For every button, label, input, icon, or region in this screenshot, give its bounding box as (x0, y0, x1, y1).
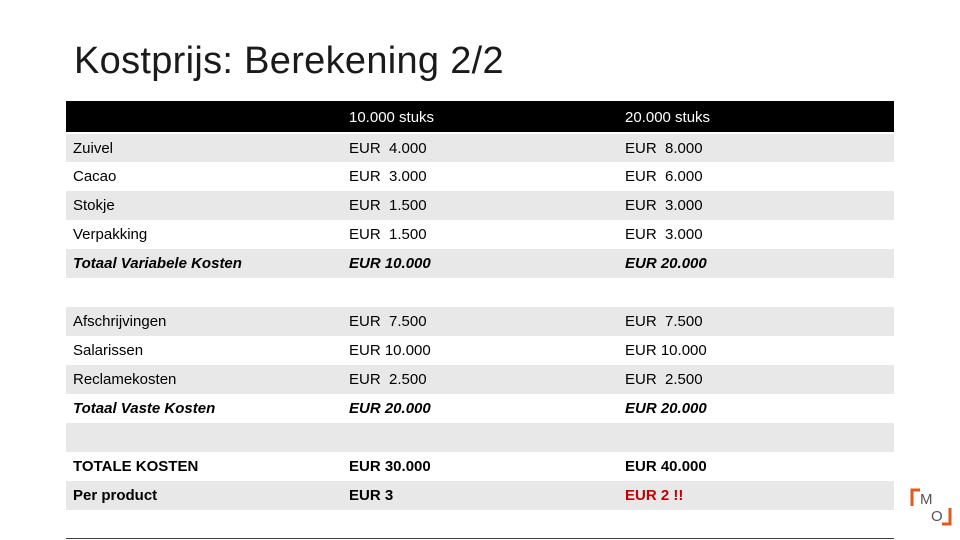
value-20000-stuks: EUR 40.000 (625, 458, 707, 475)
table-row (66, 336, 894, 365)
bottom-divider (66, 538, 894, 539)
table-row (66, 481, 894, 510)
value-20000-stuks (618, 278, 894, 307)
logo-letter-m: M (920, 491, 933, 508)
value-10000-stuks: EUR 4.000 (349, 139, 427, 157)
value-20000-stuks: EUR 2.500 (625, 371, 703, 388)
header-20000-stuks: 20.000 stuks (618, 102, 894, 133)
table-row (66, 162, 894, 191)
value-20000-stuks: EUR 20.000 (625, 255, 707, 272)
slide-title: Kostprijs: Berekening 2/2 (74, 40, 504, 82)
row-label: Totaal Variabele Kosten (73, 255, 242, 272)
value-10000-stuks: EUR 1.500 (349, 197, 427, 214)
row-label: Salarissen (73, 342, 144, 359)
row-label: TOTALE KOSTEN (73, 458, 199, 475)
value-20000-stuks: EUR 7.500 (625, 313, 703, 330)
header-label-cell (66, 102, 342, 133)
value-10000-stuks: EUR 2.500 (349, 371, 427, 388)
table-row (66, 307, 894, 336)
value-20000-stuks: EUR 2 !! (625, 487, 684, 504)
table-row (66, 394, 894, 423)
value-20000-stuks: EUR 10.000 (625, 342, 707, 359)
value-10000-stuks: EUR 7.500 (349, 313, 427, 330)
table-header-row (66, 102, 894, 133)
value-20000-stuks (618, 423, 894, 452)
row-label: Totaal Vaste Kosten (73, 400, 216, 417)
value-10000-stuks: EUR 10.000 (349, 342, 431, 359)
header-10000-stuks: 10.000 stuks (342, 102, 618, 133)
table-row (66, 191, 894, 220)
table-row (66, 423, 894, 452)
row-label: Zuivel (73, 139, 114, 157)
table-row (66, 249, 894, 278)
table-row (66, 278, 894, 307)
value-10000-stuks (342, 278, 618, 307)
table-row (66, 452, 894, 481)
value-20000-stuks: EUR 3.000 (625, 197, 703, 214)
value-10000-stuks: EUR 1.500 (349, 226, 427, 243)
value-10000-stuks: EUR 3 (349, 487, 394, 504)
cost-table (66, 101, 894, 510)
value-10000-stuks: EUR 20.000 (349, 400, 431, 417)
table-row (66, 220, 894, 249)
row-label (66, 278, 342, 307)
value-10000-stuks: EUR 3.000 (349, 168, 427, 185)
row-label: Afschrijvingen (73, 313, 167, 330)
row-label (66, 423, 342, 452)
row-label: Verpakking (73, 226, 148, 243)
logo-letter-o: O (931, 508, 943, 525)
value-10000-stuks: EUR 30.000 (349, 458, 431, 475)
row-label: Stokje (73, 197, 115, 214)
row-label: Per product (73, 487, 158, 504)
value-20000-stuks: EUR 3.000 (625, 226, 703, 243)
value-10000-stuks: EUR 10.000 (349, 255, 431, 272)
row-label: Cacao (73, 168, 117, 185)
value-20000-stuks: EUR 20.000 (625, 400, 707, 417)
row-label: Reclamekosten (73, 371, 177, 388)
value-20000-stuks: EUR 6.000 (625, 168, 703, 185)
value-20000-stuks: EUR 8.000 (625, 139, 703, 157)
value-10000-stuks (342, 423, 618, 452)
mo-logo-icon (906, 484, 956, 530)
logo-bracket-right (942, 508, 950, 524)
table-row (66, 133, 894, 162)
table-body (66, 133, 894, 510)
logo-bracket-left (912, 490, 920, 506)
table-row (66, 365, 894, 394)
